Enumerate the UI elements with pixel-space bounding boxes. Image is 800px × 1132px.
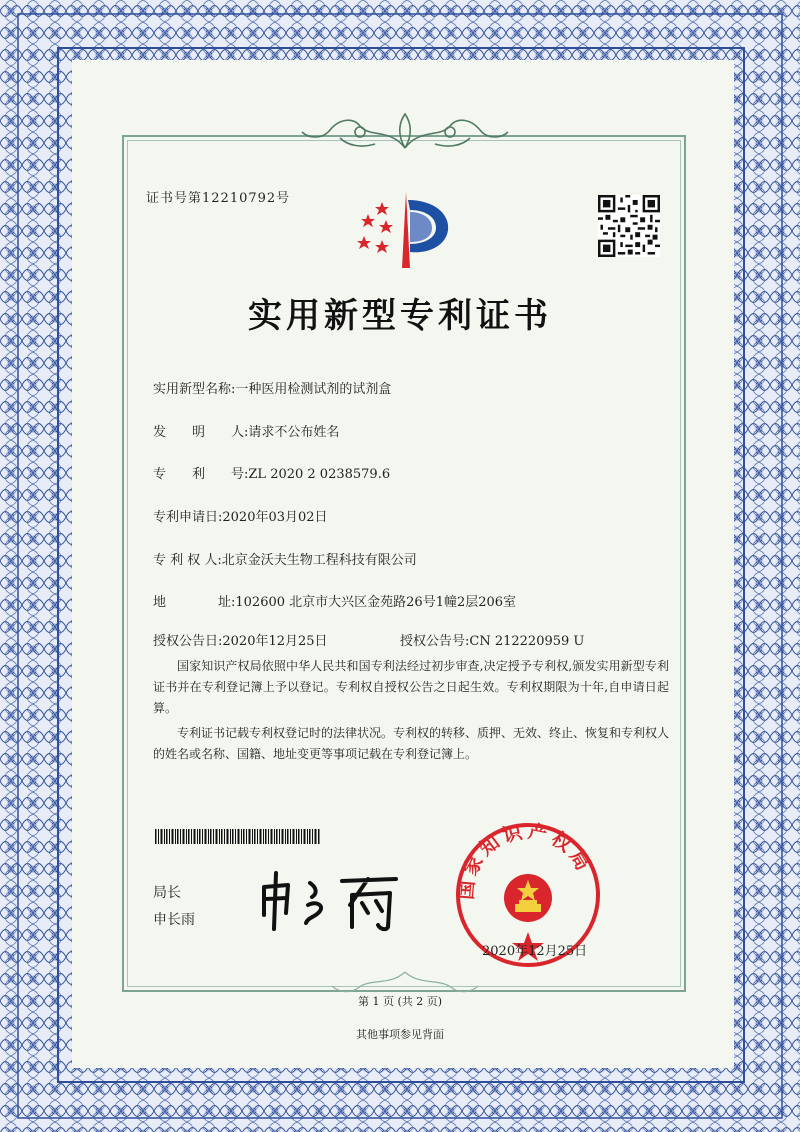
certificate-title: 实用新型专利证书 bbox=[248, 296, 552, 336]
field-label: 专利申请日: bbox=[153, 510, 223, 525]
barcode-icon bbox=[155, 829, 320, 844]
field-value: ZL 2020 2 0238579.6 bbox=[248, 467, 391, 482]
signature-image bbox=[250, 865, 420, 935]
field-value: 2020年12月25日 bbox=[222, 634, 328, 649]
seal-date: 2020年12月25日 bbox=[482, 944, 588, 959]
field-label: 实用新型名称: bbox=[153, 382, 236, 397]
field-patent-number bbox=[153, 463, 390, 482]
field-grant-number bbox=[400, 630, 584, 649]
field-patentee bbox=[153, 549, 417, 568]
field-address bbox=[153, 591, 516, 610]
field-value: CN 212220959 U bbox=[469, 634, 585, 649]
patent-logo-icon bbox=[352, 188, 456, 270]
field-filing-date bbox=[153, 506, 328, 525]
field-utility-model-name bbox=[153, 378, 391, 397]
field-value: 北京金沃夫生物工程科技有限公司 bbox=[221, 553, 417, 568]
field-label: 授权公告号: bbox=[400, 634, 470, 649]
field-inventor bbox=[153, 421, 339, 440]
field-value: 一种医用检测试剂的试剂盒 bbox=[235, 382, 392, 397]
footer-note: 其他事项参见背面 bbox=[356, 1028, 444, 1041]
page-number: 第 1 页 (共 2 页) bbox=[357, 995, 443, 1008]
director-name: 申长雨 bbox=[153, 912, 195, 928]
field-label: 地 址: bbox=[153, 595, 236, 610]
director-title: 局长 bbox=[153, 885, 181, 901]
qr-code-icon bbox=[598, 195, 660, 257]
field-label: 授权公告日: bbox=[153, 634, 223, 649]
field-value: 请求不公布姓名 bbox=[248, 425, 340, 440]
national-emblem-icon bbox=[504, 874, 552, 922]
field-value: 102600 北京市大兴区金苑路26号1幢2层206室 bbox=[235, 595, 517, 610]
certificate-number: 证书号第12210792号 bbox=[146, 191, 291, 206]
paragraph-legal-status: 专利证书记载专利权登记时的法律状况。专利权的转移、质押、无效、终止、恢复和专利权人的姓名或名称、国籍、地址变更等事项记载在专利登记簿上。 bbox=[153, 726, 670, 761]
field-label: 专 利 权 人: bbox=[153, 553, 222, 568]
field-value: 2020年03月02日 bbox=[222, 510, 328, 525]
field-grant-date bbox=[153, 630, 328, 649]
field-label: 专 利 号: bbox=[153, 467, 249, 482]
seal-text: 国家知识产权局 bbox=[456, 821, 595, 901]
top-ornament-icon bbox=[300, 108, 510, 154]
paragraph-grant-statement: 国家知识产权局依照中华人民共和国专利法经过初步审查,决定授予专利权,颁发实用新型专利证书并在专利登记簿上予以登记。专利权自授权公告之日起生效。专利权期限为十年,自申请日起算。 bbox=[153, 659, 669, 715]
field-label: 发 明 人: bbox=[153, 425, 249, 440]
